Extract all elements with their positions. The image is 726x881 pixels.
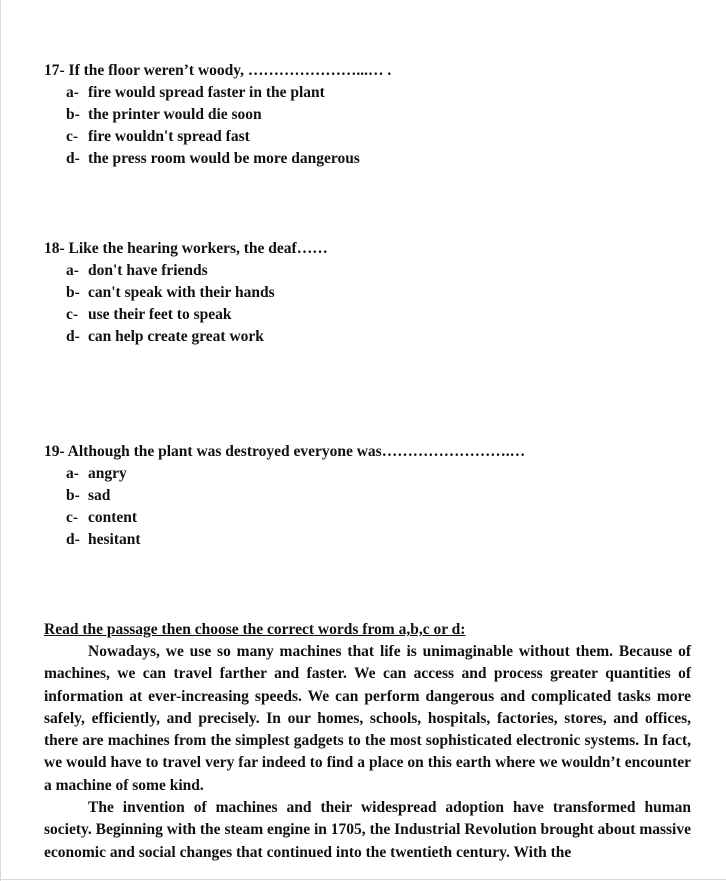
question-stem: 17- If the floor weren’t woody, …………………...… . bbox=[44, 62, 392, 79]
option-letter: b- bbox=[66, 284, 80, 301]
option-text: content bbox=[88, 509, 138, 526]
option-letter: d- bbox=[66, 531, 80, 548]
option-text: angry bbox=[88, 465, 127, 482]
option-list bbox=[44, 260, 704, 348]
option-text: fire would spread faster in the plant bbox=[88, 84, 325, 101]
option-d[interactable] bbox=[44, 326, 704, 348]
passage-instruction: Read the passage then choose the correct words from a,b,c or d: bbox=[44, 621, 466, 638]
option-a[interactable] bbox=[44, 463, 704, 485]
option-c[interactable] bbox=[44, 304, 704, 326]
option-letter: a- bbox=[66, 84, 79, 101]
option-letter: c- bbox=[66, 306, 79, 323]
page-border-bottom bbox=[0, 879, 726, 880]
passage-paragraph-2: The invention of machines and their widespread adoption have transformed human society. Beginning with the steam engine in 1705, the Industrial Revolution brought about massive economic and social changes that continued into the twentieth century. With the bbox=[44, 799, 691, 861]
option-d[interactable] bbox=[44, 148, 704, 170]
option-list bbox=[44, 82, 704, 170]
option-b[interactable] bbox=[44, 485, 704, 507]
option-text: can help create great work bbox=[88, 328, 264, 345]
option-letter: d- bbox=[66, 150, 80, 167]
option-a[interactable] bbox=[44, 82, 704, 104]
option-text: hesitant bbox=[88, 531, 141, 548]
option-text: can't speak with their hands bbox=[88, 284, 275, 301]
question-stem: 18- Like the hearing workers, the deaf…… bbox=[44, 240, 328, 257]
option-b[interactable] bbox=[44, 104, 704, 126]
option-letter: a- bbox=[66, 465, 79, 482]
option-b[interactable] bbox=[44, 282, 704, 304]
option-c[interactable] bbox=[44, 507, 704, 529]
option-c[interactable] bbox=[44, 126, 704, 148]
option-text: sad bbox=[88, 487, 111, 504]
option-letter: d- bbox=[66, 328, 80, 345]
option-text: don't have friends bbox=[88, 262, 208, 279]
option-text: use their feet to speak bbox=[88, 306, 232, 323]
question-stem: 19- Although the plant was destroyed everyone was…………………….… bbox=[44, 443, 526, 460]
option-text: the printer would die soon bbox=[88, 106, 262, 123]
page-border-left bbox=[0, 0, 1, 881]
reading-passage bbox=[44, 619, 691, 864]
option-list bbox=[44, 463, 704, 551]
option-letter: c- bbox=[66, 509, 79, 526]
option-letter: b- bbox=[66, 487, 80, 504]
option-text: fire wouldn't spread fast bbox=[88, 128, 250, 145]
option-a[interactable] bbox=[44, 260, 704, 282]
option-letter: c- bbox=[66, 128, 79, 145]
question-19 bbox=[44, 441, 704, 551]
option-text: the press room would be more dangerous bbox=[88, 150, 360, 167]
question-17 bbox=[44, 60, 704, 170]
option-letter: a- bbox=[66, 262, 79, 279]
option-d[interactable] bbox=[44, 529, 704, 551]
passage-paragraph-1: Nowadays, we use so many machines that life is unimaginable without them. Because of machines, we can travel farther and faster. We can access and process greater quantities of information at ever-increasing speeds. We can perform dangerous and complicated tasks more safely, efficiently, and precisely. In our homes, schools, hospitals, factories, stores, and offices, there are machines from the simplest gadgets to the most sophisticated electronic systems. In fact, we would have to travel very far indeed to find a place on this earth where we wouldn’t encounter a machine of some kind. bbox=[44, 643, 691, 794]
question-18 bbox=[44, 238, 704, 348]
option-letter: b- bbox=[66, 106, 80, 123]
